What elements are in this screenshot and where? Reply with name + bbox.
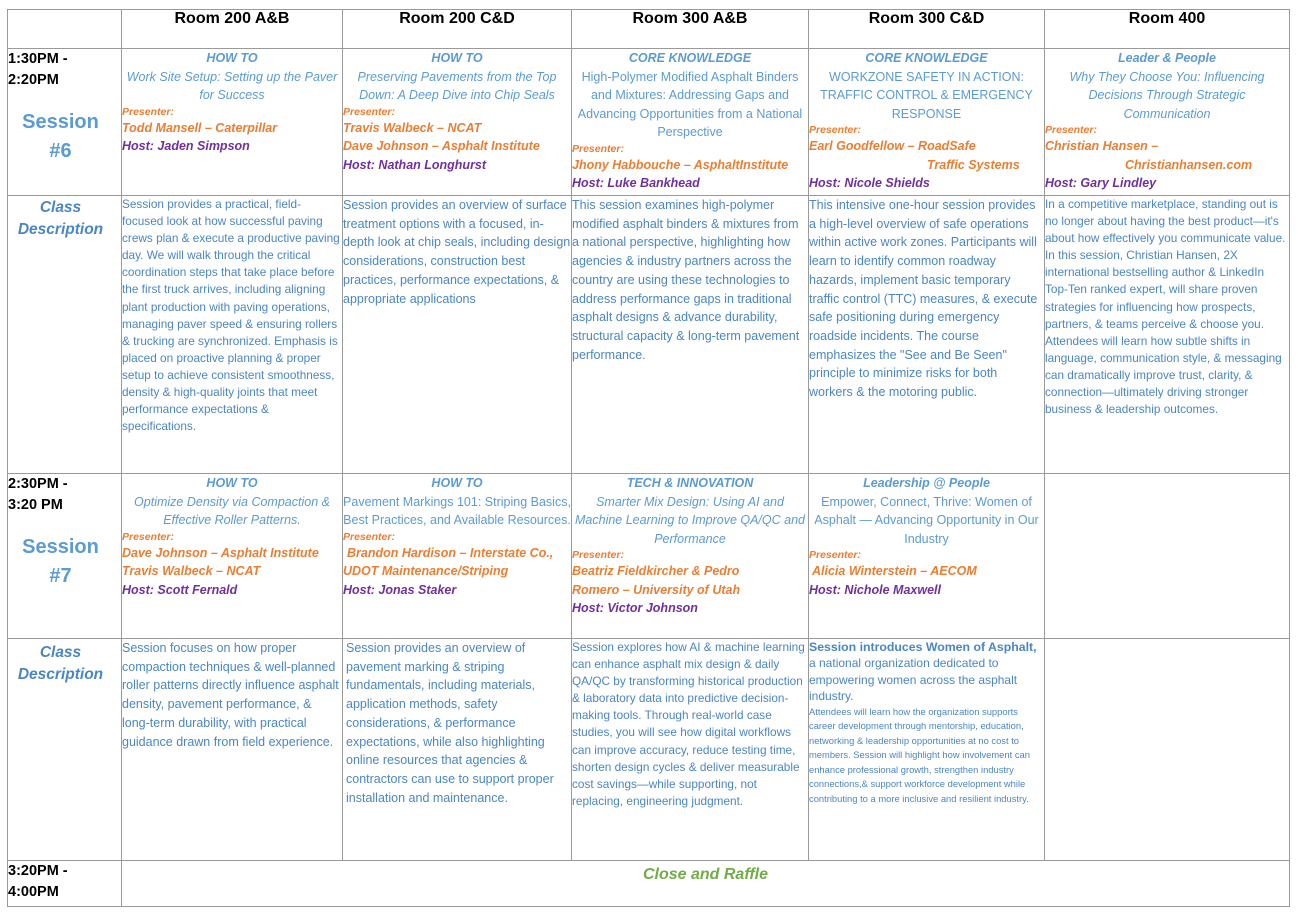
session7-time-end: 3:20 PM	[8, 497, 63, 513]
session-title: WORKZONE SAFETY IN ACTION: TRAFFIC CONTROL & EMERGENCY RESPONSE	[820, 69, 1033, 121]
class-description-intro: a national organization dedicated to empowering women across the asphalt industry.	[809, 656, 1018, 703]
class-description-label	[8, 197, 113, 241]
presenter-label: Presenter:	[572, 142, 624, 155]
presenter-name: Dave Johnson – Asphalt Institute	[343, 139, 540, 153]
session-title: Work Site Setup: Setting up the Paver for Success	[126, 69, 338, 102]
session7-room2-cell	[343, 474, 572, 639]
presenter-label: Presenter:	[1045, 124, 1097, 136]
session-title: Smarter Mix Design: Using AI and Machine Learning to Improve QA/QC and Performance	[575, 494, 805, 546]
host-name: Host: Jaden Simpson	[122, 139, 250, 153]
host-name: Host: Gary Lindley	[1045, 176, 1157, 190]
desc6-room5-cell	[1045, 196, 1290, 474]
session7-time-start: 2:30PM -	[8, 476, 68, 492]
host-name: Host: Scott Fernald	[122, 582, 238, 597]
description-label-word: Description	[17, 221, 104, 238]
host-name: Host: Nichole Maxwell	[809, 582, 941, 597]
session7-label	[8, 533, 113, 591]
presenter-name: Travis Walbeck – NCAT	[343, 120, 482, 135]
session-title: Why They Choose You: Influencing Decisions Through Strategic Communication	[1069, 69, 1265, 121]
class-description: Session explores how AI & machine learning can enhance asphalt mix design & daily QA/QC by transforming historical production & laboratory data into predictive decision-making tools. Through real-world case studies, you will see how digital workflows can improve accuracy, reduce testing time, shorten design cycles & deliver measurable cost savings—while supporting, not replacing, engineering judgment.	[572, 640, 805, 808]
presenter-label: Presenter:	[122, 530, 174, 543]
host-name: Host: Jonas Staker	[343, 582, 457, 597]
closing-row	[8, 861, 1290, 907]
description-label-word: Description	[17, 666, 104, 683]
room-header-3: Room 300 A&B	[572, 10, 809, 49]
presenter-name: Beatriz Fieldkircher & Pedro	[572, 564, 740, 578]
presenter-name: Christian Hansen –	[1045, 139, 1159, 153]
session6-label-number: #6	[49, 140, 72, 162]
session-track: CORE KNOWLEDGE	[628, 51, 752, 65]
session6-time-start: 1:30PM -	[8, 51, 68, 67]
presenter-company: UDOT Maintenance/Striping	[343, 564, 509, 578]
session-track: HOW TO	[431, 476, 483, 490]
presenter-name: Romero – University of Utah	[572, 582, 741, 597]
session7-room1-cell	[122, 474, 343, 639]
close-and-raffle: Close and Raffle	[122, 861, 1290, 907]
session-title: High-Polymer Modified Asphalt Binders and Mixtures: Addressing Gaps and Advancing Opportunities from a National Perspective	[577, 69, 803, 139]
room-header-5: Room 400	[1045, 10, 1290, 49]
session7-time-cell	[8, 474, 122, 639]
presenter-label: Presenter:	[572, 549, 624, 561]
session7-row	[8, 474, 1290, 639]
session-track: TECH & INNOVATION	[626, 476, 754, 490]
session-title: Empower, Connect, Thrive: Women of Asphalt — Advancing Opportunity in Our Industry	[814, 494, 1039, 546]
desc6-room2-cell	[343, 196, 572, 474]
closing-time-start: 3:20PM -	[8, 863, 68, 879]
presenter-label: Presenter:	[809, 549, 861, 561]
room-header-2: Room 200 C&D	[343, 10, 572, 49]
session6-label	[8, 108, 113, 166]
session-track: HOW TO	[431, 51, 483, 65]
header-row	[8, 10, 1290, 49]
host-name: Host: Luke Bankhead	[572, 176, 700, 190]
presenter-company: Traffic Systems	[927, 157, 1020, 172]
closing-time-end: 4:00PM	[8, 884, 59, 900]
session-track: HOW TO	[206, 51, 258, 65]
room-header-1: Room 200 A&B	[122, 10, 343, 49]
desc7-room3-cell	[572, 639, 809, 861]
session6-time-cell	[8, 49, 122, 196]
presenter-label: Presenter:	[122, 105, 174, 118]
session6-room5-cell	[1045, 49, 1290, 196]
presenter-name: Travis Walbeck – NCAT	[122, 564, 261, 578]
desc7-room1-cell	[122, 639, 343, 861]
class-description: Session provides an overview of surface treatment options with a focused, in-depth look at chip seals, including design considerations, construction best practices, performance expectations, & appropriate applications	[343, 198, 571, 306]
desc6-row	[8, 196, 1290, 474]
schedule-table	[7, 9, 1290, 907]
class-description-lead: Session introduces Women of Asphalt,	[809, 640, 1037, 654]
session-title: Pavement Markings 101: Striping Basics, Best Practices, and Available Resources.	[343, 494, 571, 527]
desc6-room1-cell	[122, 196, 343, 474]
host-name: Host: Nicole Shields	[809, 176, 930, 190]
desc7-room5-cell-empty	[1045, 639, 1290, 861]
session6-time-end: 2:20PM	[8, 72, 59, 88]
desc7-room4-cell	[809, 639, 1045, 861]
session-track: HOW TO	[206, 476, 258, 490]
session-title: Optimize Density via Compaction & Effective Roller Patterns.	[134, 494, 330, 527]
closing-time-cell	[8, 861, 122, 907]
session6-label-word: Session	[22, 111, 99, 133]
session-track: CORE KNOWLEDGE	[865, 51, 988, 65]
session6-room1-cell	[122, 49, 343, 196]
class-description: Session provides a practical, field-focused look at how successful paving crews plan & execute a productive paving day. We will walk through the critical coordination steps that take place before the first truck arrives, including aligning plant production with paving operations, managing paver speed & ensuring rollers & trucking are synchronized. Emphasis is placed on proactive planning & proper setup to achieve consistent smoothness, density & high-quality joints that meet performance expectations & specifications.	[122, 197, 340, 434]
room-header-4: Room 300 C&D	[809, 10, 1045, 49]
presenter-name: Dave Johnson – Asphalt Institute	[122, 545, 319, 560]
session-track: Leadership @ People	[863, 476, 990, 490]
session6-room4-cell	[809, 49, 1045, 196]
desc7-room2-cell	[343, 639, 572, 861]
presenter-name: Jhony Habbouche – AsphaltInstitute	[572, 157, 789, 172]
session6-room3-cell	[572, 49, 809, 196]
presenter-company: Christianhansen.com	[1125, 157, 1253, 172]
class-description: This session examines high-polymer modified asphalt binders & mixtures from a national perspective, highlighting how agencies & industry partners across the country are using these technologies to address performance gaps in traditional asphalt designs & advance durability, structural capacity & long-term pavement performance.	[572, 198, 800, 362]
desc6-room4-cell	[809, 196, 1045, 474]
desc7-label-cell	[8, 639, 122, 861]
session-title: Preserving Pavements from the Top Down: A Deep Dive into Chip Seals	[357, 69, 557, 102]
session7-label-word: Session	[22, 536, 99, 558]
class-description: In a competitive marketplace, standing out is no longer about having the best product—it's about how effectively you communicate value. In this session, Christian Hansen, 2X international bestselling author & LinkedIn Top-Ten ranked expert, will share proven strategies for influencing how prospects, partners, & teams perceive & choose you. Attendees will learn how subtle shifts in language, communication style, & messaging can dramatically improve trust, clarity, & connection—ultimately driving stronger business & leadership outcomes.	[1045, 197, 1286, 417]
presenter-name: Earl Goodfellow – RoadSafe	[809, 139, 976, 153]
class-description: Session focuses on how proper compaction techniques & well-planned roller patterns directly influence asphalt density, pavement performance, & long-term durability, with practical guidance drawn from field experience.	[122, 641, 339, 749]
desc6-label-cell	[8, 196, 122, 474]
session-track: Leader & People	[1118, 51, 1216, 65]
session7-room3-cell	[572, 474, 809, 639]
session6-row	[8, 49, 1290, 196]
class-description: Session provides an overview of pavement marking & striping fundamentals, including materials, application methods, safety considerations, & performance expectations, while also highlighting online resources that agencies & contractors can use to support proper installation and maintenance.	[346, 641, 554, 805]
presenter-name: Alicia Winterstein – AECOM	[812, 564, 977, 578]
class-description: This intensive one-hour session provides a high-level overview of safe operations within active work zones. Participants will learn to identify common roadway hazards, implement basic temporary traffic control (TTC) measures, & execute safe positioning during emergency roadside incidents. The course emphasizes the "See and Be Seen" principle to minimize risks for both workers & the motoring public.	[809, 198, 1038, 400]
presenter-label: Presenter:	[343, 105, 395, 118]
desc7-row	[8, 639, 1290, 861]
class-description-label	[8, 642, 113, 686]
presenter-name: Brandon Hardison – Interstate Co.,	[347, 545, 554, 560]
corner-cell	[8, 10, 122, 49]
class-label-word: Class	[39, 644, 82, 661]
session7-room4-cell	[809, 474, 1045, 639]
session7-label-number: #7	[49, 565, 72, 587]
desc6-room3-cell	[572, 196, 809, 474]
presenter-name: Todd Mansell – Caterpillar	[122, 120, 278, 135]
class-label-word: Class	[39, 199, 82, 216]
presenter-label: Presenter:	[343, 530, 395, 543]
session7-room5-cell-empty	[1045, 474, 1290, 639]
presenter-label: Presenter:	[809, 124, 861, 136]
class-description: Attendees will learn how the organization supports career development through mentorship, education, networking & leadership opportunities at no cost to members. Session will highlight how involvement can enhance professional growth, strengthen industry connections,& support workforce development while contributing to a more inclusive and resilient industry.	[809, 705, 1030, 805]
host-name: Host: Nathan Longhurst	[343, 157, 487, 172]
host-name: Host: Victor Johnson	[572, 601, 698, 615]
session6-room2-cell	[343, 49, 572, 196]
